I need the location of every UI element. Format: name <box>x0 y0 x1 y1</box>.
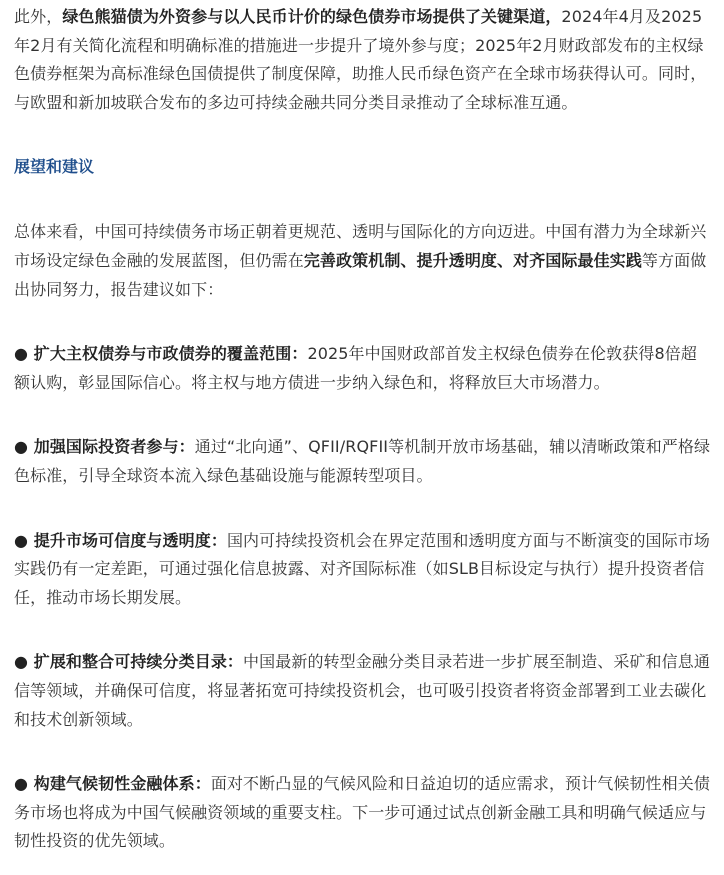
recommendation-text: 通过“北向通”、QFII/RQFII等机制开放市场基础，辅以清晰政策和严格绿色标准，引导全球资本流入绿色基础设施与能源转型项目。 <box>14 437 711 485</box>
summary-paragraph <box>14 218 712 304</box>
recommendation-text: 2025年中国财政部首发主权绿色债券在伦敦获得8倍超额认购，彰显国际信心。将主权与地方债进一步纳入绿色和，将释放巨大市场潜力。 <box>14 344 697 392</box>
summary-rest: 等方面做出协同努力，报告建议如下： <box>14 250 707 299</box>
intro-paragraph <box>14 3 712 117</box>
recommendation-title: ● 加强国际投资者参与： <box>14 437 195 457</box>
recommendation-item <box>14 527 712 613</box>
recommendation-text: 国内可持续投资机会在界定范围和透明度方面与不断演变的国际市场实践仍有一定差距，可通过强化信息披露、对齐国际标准（如SLB目标设定与执行）提升投资者信任，推动市场长期发展。 <box>14 530 710 607</box>
intro-rest: 2024年4月及2025年2月有关简化流程和明确标准的措施进一步提升了境外参与度；2025年2月财政部发布的主权绿色债券框架为高标准绿色国债提供了制度保障，助推人民币绿色资产在全球市场获得认可。同时，与欧盟和新加坡联合发布的多边可持续金融共同分类目录推动了全球标准互通。 <box>14 7 707 112</box>
recommendation-item <box>14 433 712 490</box>
summary-lead: 总体来看，中国可持续债务市场正朝着更规范、透明与国际化的方向迈进。中国有潜力为全球新兴市场设定绿色金融的发展蓝图，但仍需在 <box>14 222 707 270</box>
intro-lead: 此外， <box>14 7 63 26</box>
summary-bold: 完善政策机制、提升透明度、对齐国际最佳实践 <box>303 250 642 270</box>
recommendation-title: ● 提升市场可信度与透明度： <box>14 530 227 550</box>
recommendation-title: ● 扩大主权债券与市政债券的覆盖范围： <box>14 344 308 364</box>
recommendation-text: 中国最新的转型金融分类目录若进一步扩展至制造、采矿和信息通信等领域，并确保可信度，将显著拓宽可持续投资机会，也可吸引投资者将资金部署到工业去碳化和技术创新领域。 <box>14 652 710 729</box>
recommendation-text: 面对不断凸显的气候风险和日益迫切的适应需求，预计气候韧性相关债务市场也将成为中国气候融资领域的重要支柱。下一步可通过试点创新金融工具和明确气候适应与韧性投资的优先领域。 <box>14 774 710 851</box>
recommendation-title: ● 扩展和整合可持续分类目录： <box>14 652 244 672</box>
recommendation-item <box>14 340 712 397</box>
recommendation-title: ● 构建气候韧性金融体系： <box>14 774 211 794</box>
recommendation-item <box>14 648 712 734</box>
recommendation-item <box>14 770 712 856</box>
section-title-outlook: 展望和建议 <box>14 157 95 177</box>
intro-bold: 绿色熊猫债为外资参与以人民币计价的绿色债券市场提供了关键渠道， <box>62 7 562 26</box>
